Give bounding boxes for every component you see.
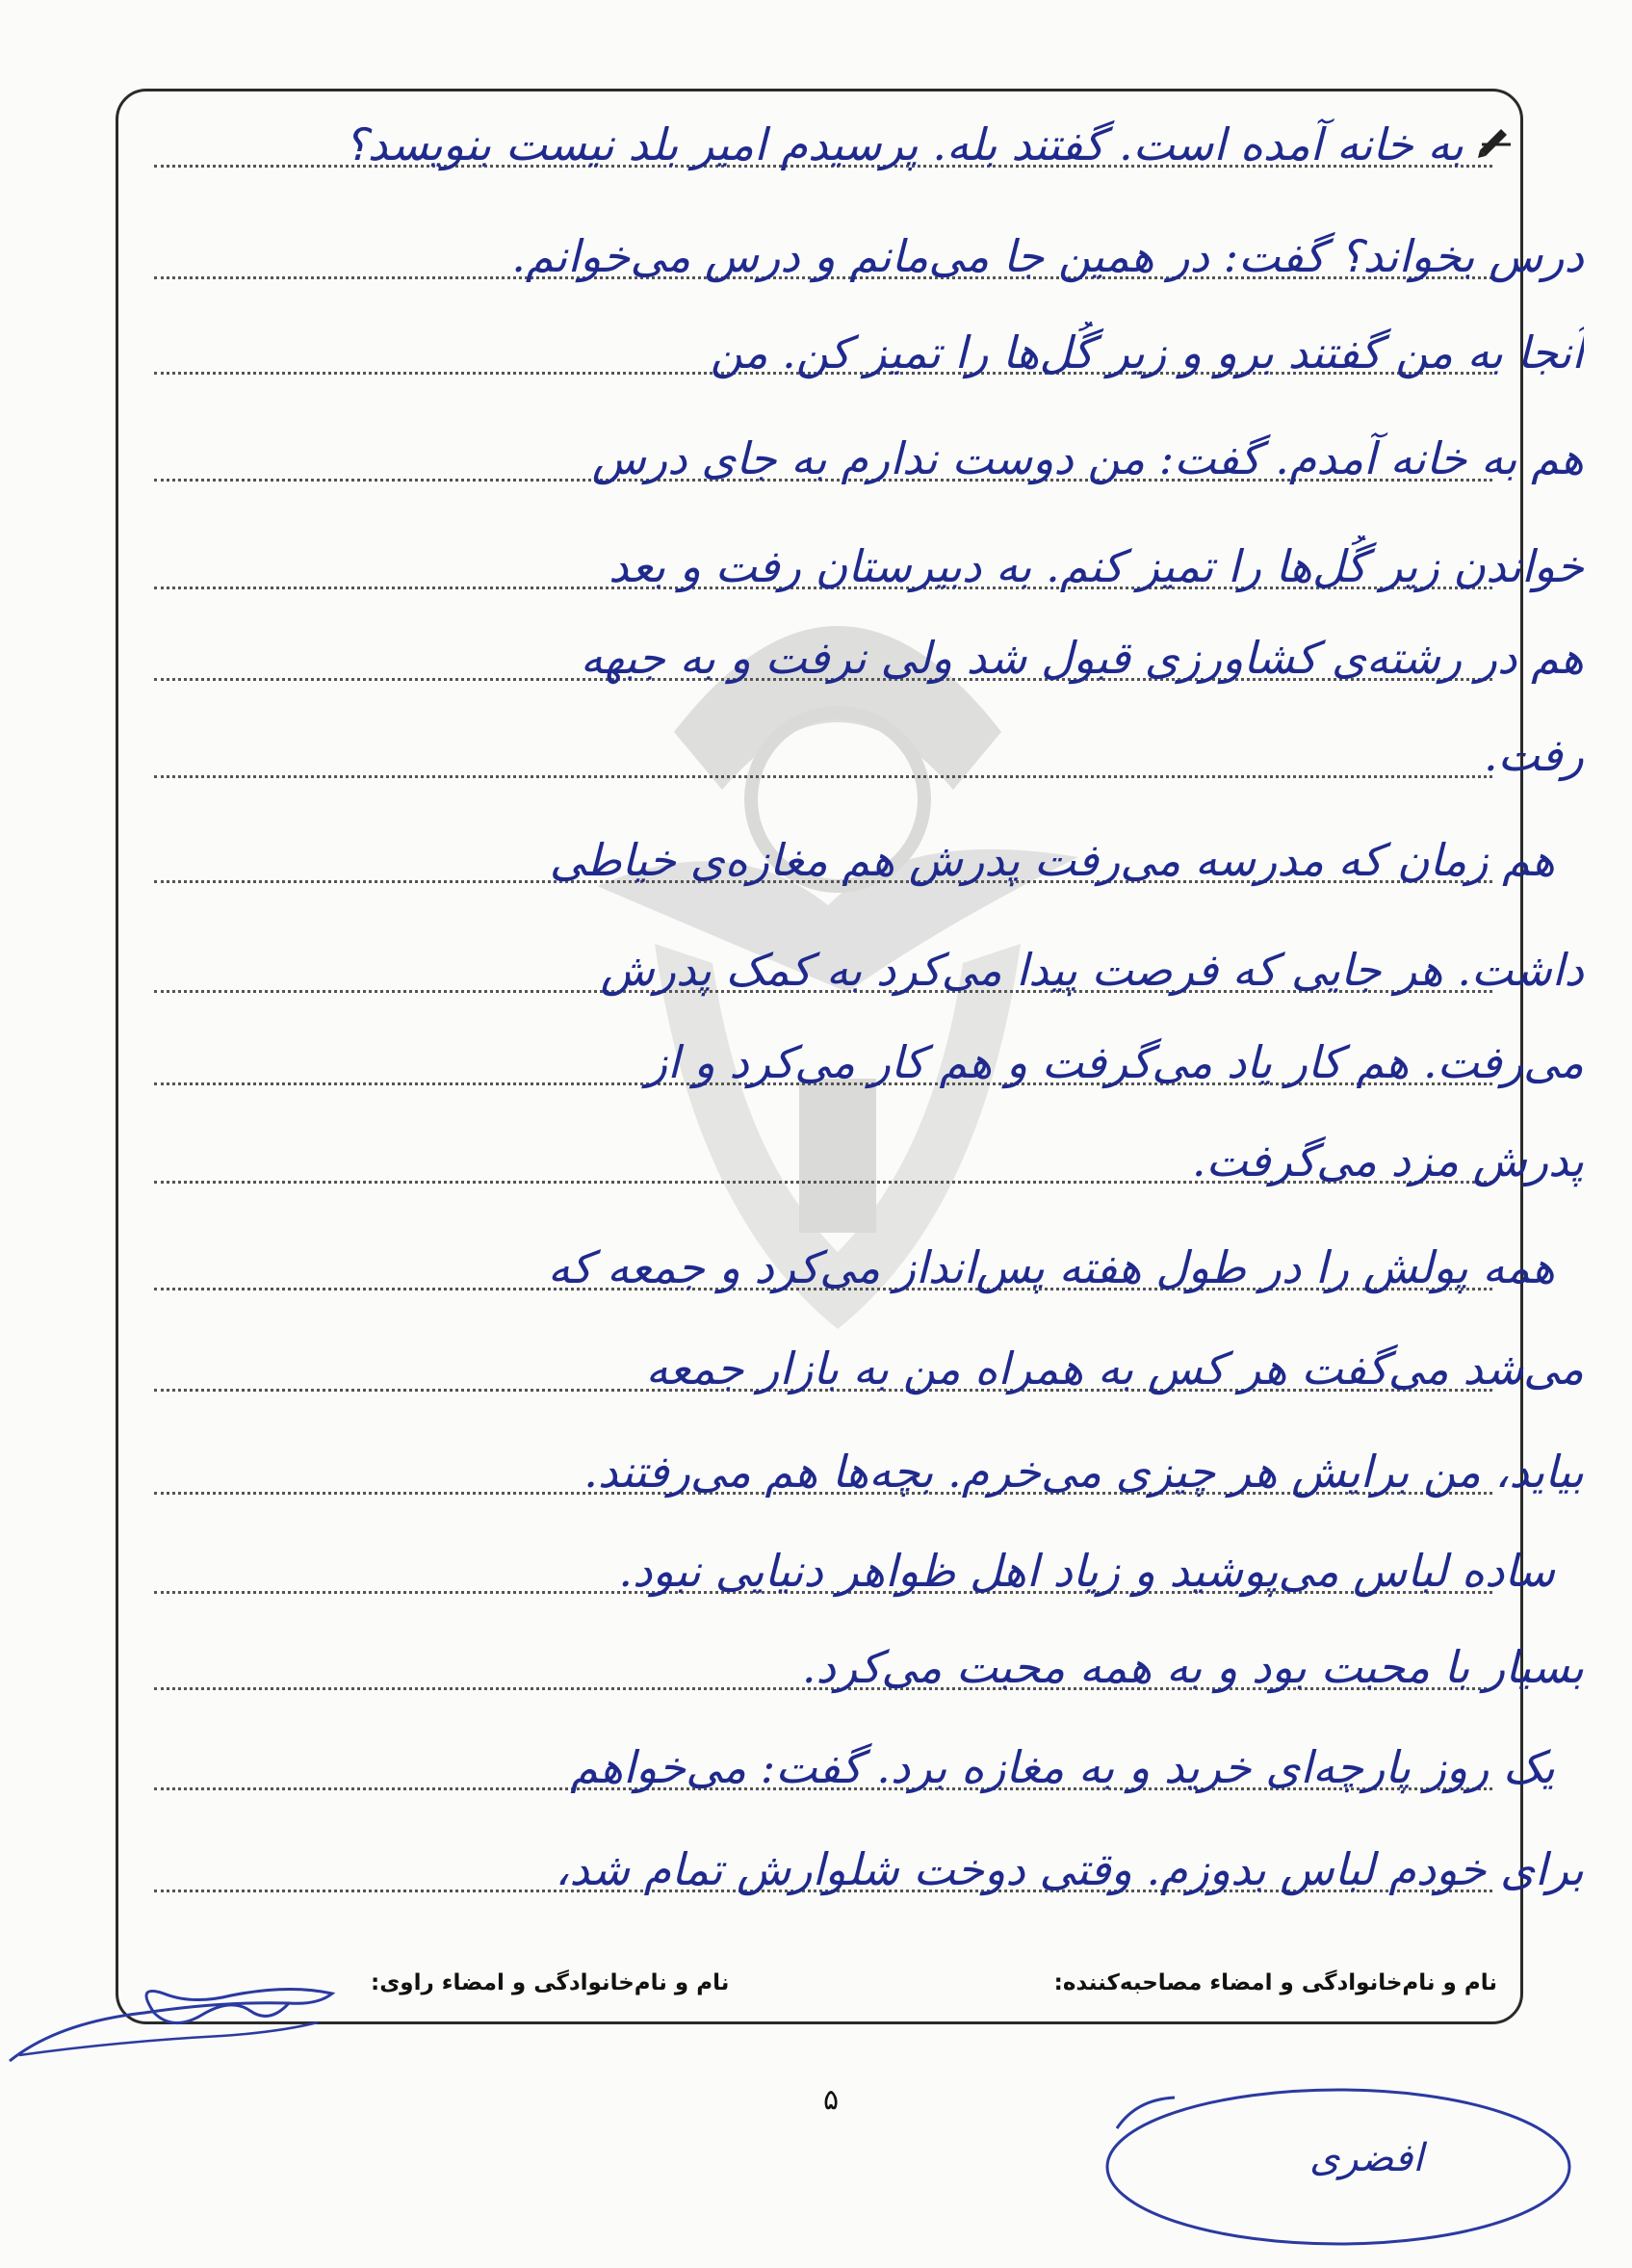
handwritten-line: می‌شد می‌گفت هر کس به همراه من به بازار جمعه xyxy=(645,1343,1584,1395)
handwritten-line: یک روز پارچه‌ای خرید و به مغازه برد. گفت: می‌خواهم xyxy=(570,1741,1555,1793)
handwritten-line: درس بخواند؟ گفت: در همین جا می‌مانم و درس می‌خوانم. xyxy=(511,230,1584,282)
interviewer-signature-label: نام و نام‌خانوادگی و امضاء مصاحبه‌کننده: xyxy=(1053,1970,1497,1995)
narrator-signature-label: نام و نام‌خانوادگی و امضاء راوی: xyxy=(371,1970,730,1995)
handwritten-line: هم در رشته‌ی کشاورزی قبول شد ولی نرفت و به جبهه xyxy=(580,632,1584,684)
handwritten-line: خواندن زیر گُل‌ها را تمیز کنم. به دبیرستان رفت و بعد xyxy=(609,540,1584,592)
handwritten-line: هم به خانه آمدم. گفت: من دوست ندارم به جای درس xyxy=(591,432,1584,484)
handwritten-line: همه پولش را در طول هفته پس‌انداز می‌کرد و جمعه که xyxy=(547,1241,1555,1293)
handwritten-line: آنجا به من گفتند برو و زیر گُل‌ها را تمیز کن. من xyxy=(710,326,1584,378)
handwritten-line: به خانه آمده است. گفتند بله. پرسیدم امیر بلد نیست بنویسد؟ xyxy=(344,118,1464,170)
handwritten-line: هم زمان که مدرسه می‌رفت پدرش هم مغازه‌ی خیاطی xyxy=(549,834,1555,886)
handwritten-line: برای خودم لباس بدوزم. وقتی دوخت شلوارش تمام شد، xyxy=(555,1843,1584,1895)
narrator-signature xyxy=(0,1955,347,2071)
handwritten-line: بیاید، من برایش هر چیزی می‌خرم. بچه‌ها هم می‌رفتند. xyxy=(583,1446,1584,1498)
page-number: ۵ xyxy=(823,2083,840,2117)
handwritten-line: می‌رفت. هم کار یاد می‌گرفت و هم کار می‌کرد و از xyxy=(645,1036,1584,1088)
handwritten-line: رفت. xyxy=(1484,729,1584,781)
handwritten-line: پدرش مزد می‌گرفت. xyxy=(1191,1134,1584,1186)
handwritten-line: ساده لباس می‌پوشید و زیاد اهل ظواهر دنیایی نبود. xyxy=(618,1545,1555,1597)
signature-name: افضری xyxy=(1309,2136,1424,2180)
handwritten-line: بسیار با محبت بود و به همه محبت می‌کرد. xyxy=(801,1641,1584,1693)
handwritten-line: داشت. هر جایی که فرصت پیدا می‌کرد به کمک پدرش xyxy=(600,944,1584,996)
